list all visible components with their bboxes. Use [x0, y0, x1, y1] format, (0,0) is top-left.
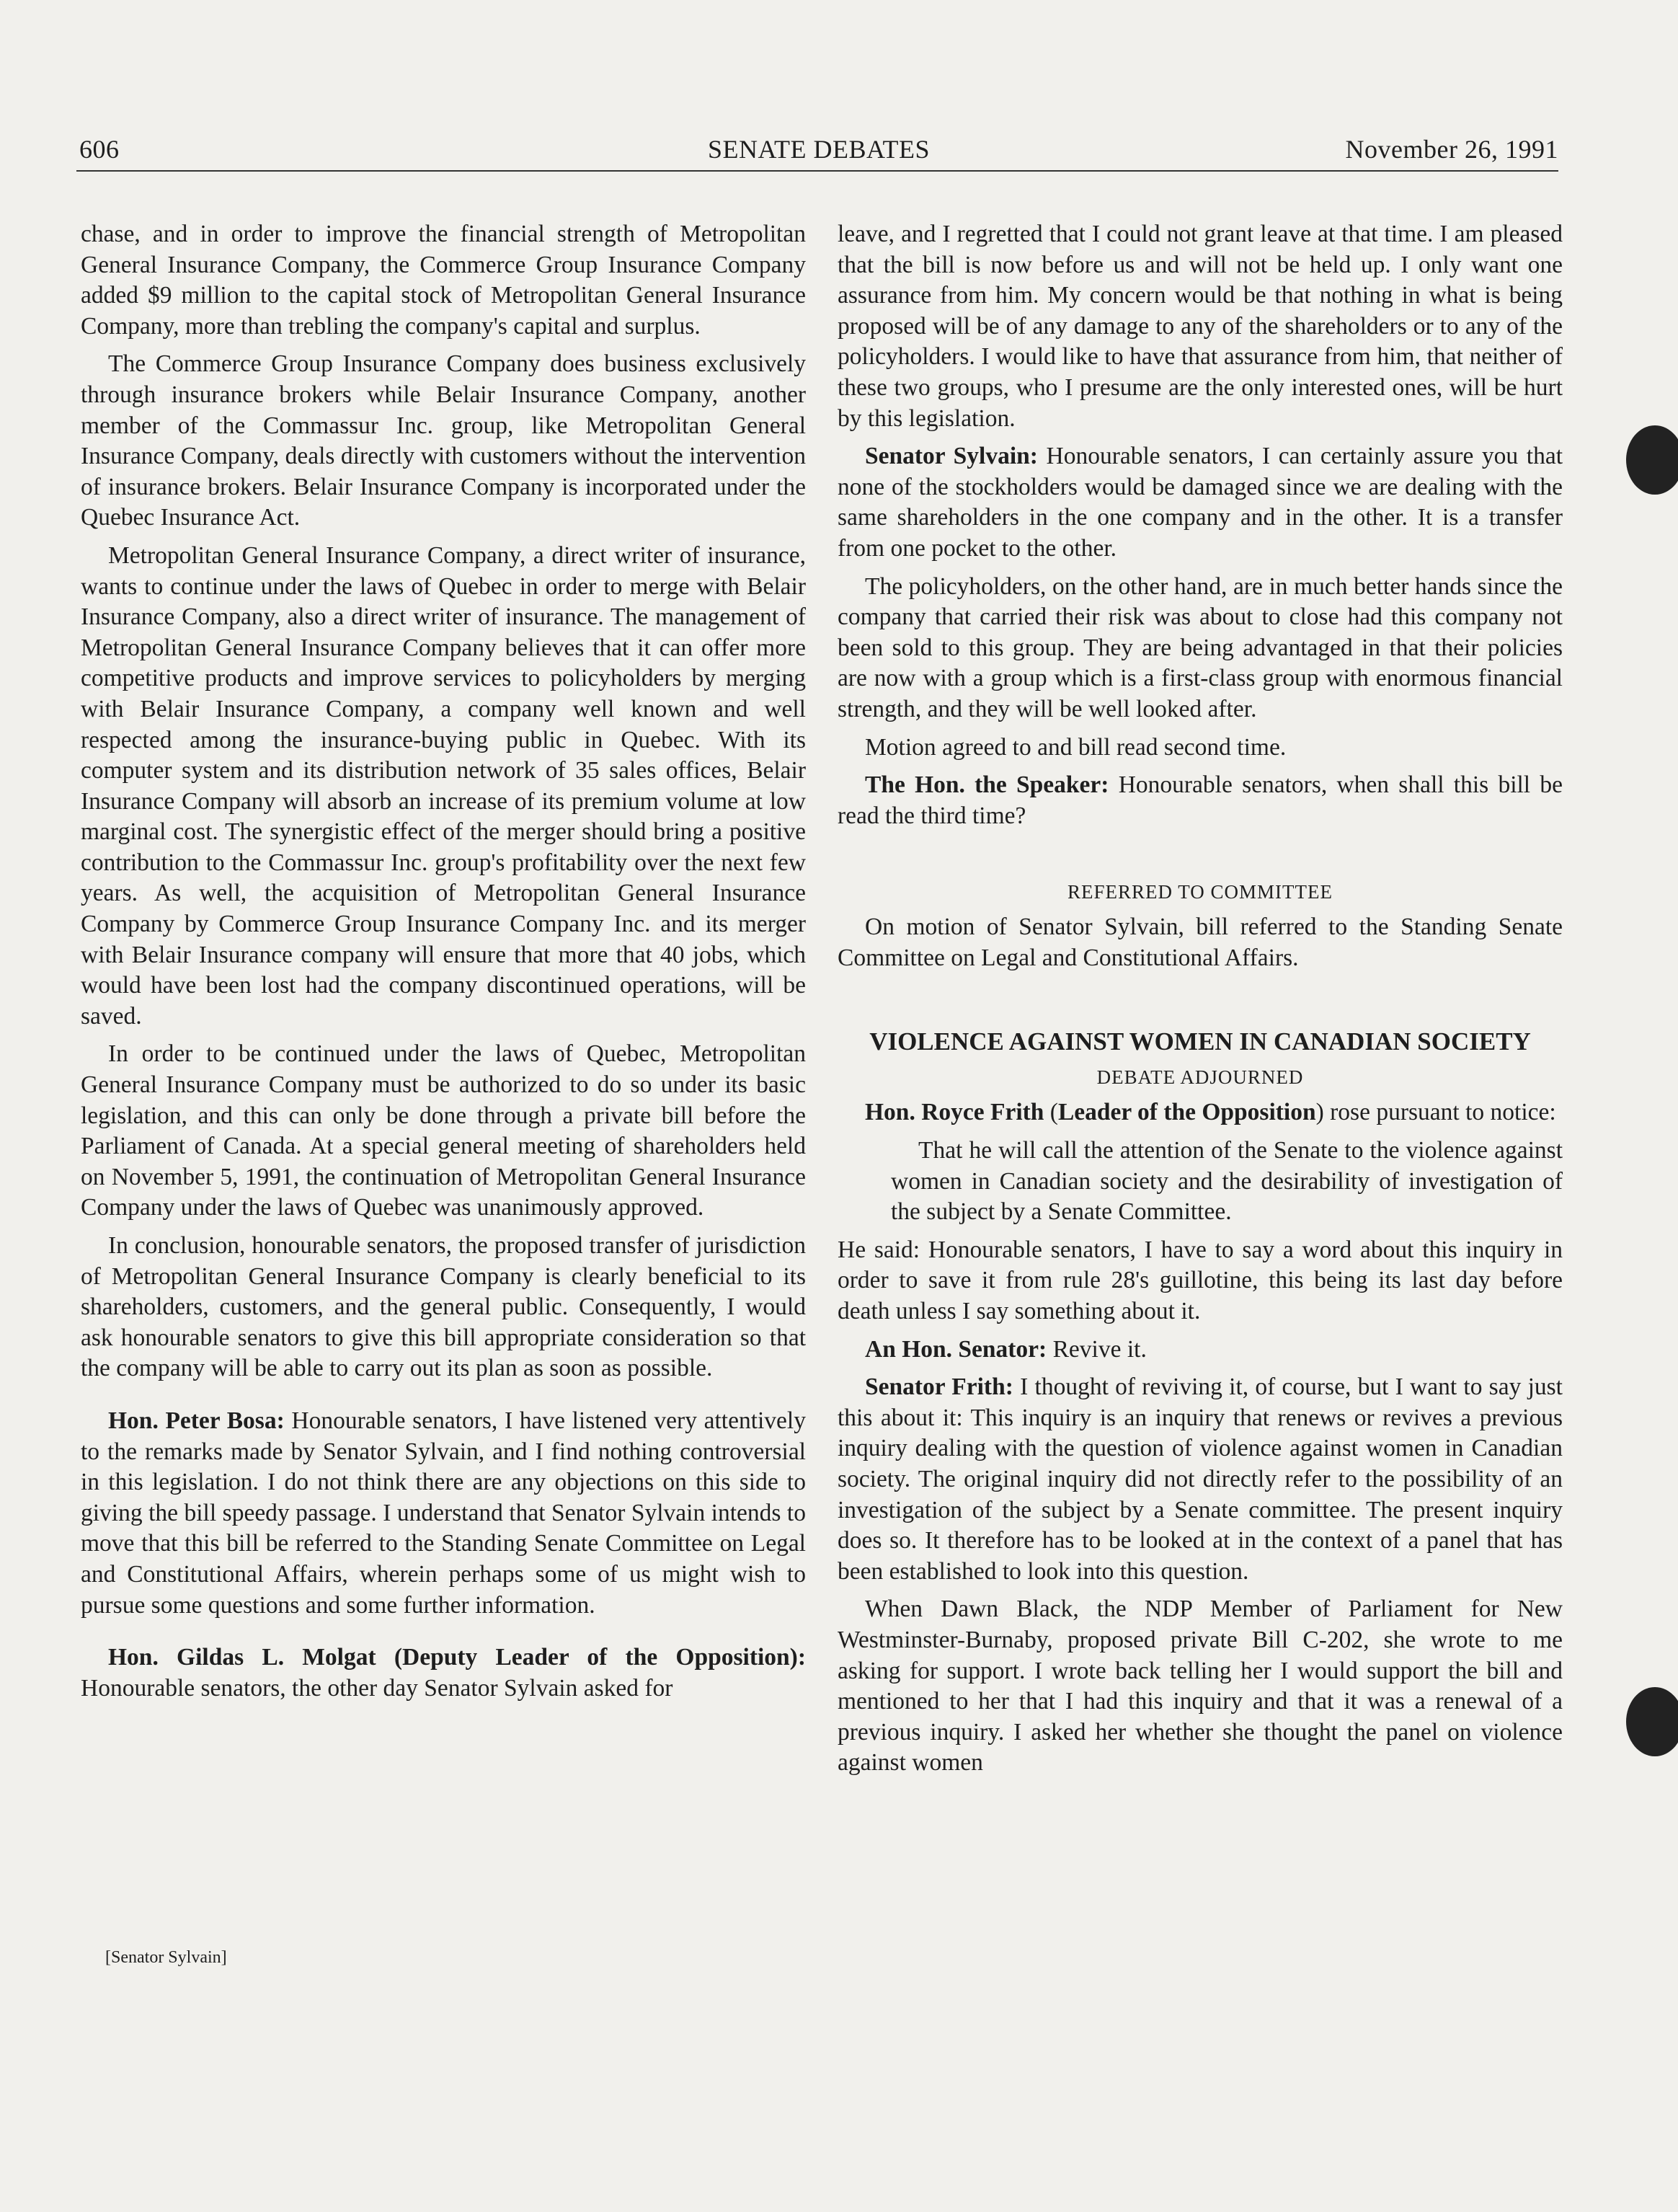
- notice-quote: That he will call the attention of the Senate to the violence against women in Canadian society and the desirability of investigation of the subject by a Senate Committee.: [891, 1137, 1563, 1226]
- speech-paragraph: [838, 770, 1563, 831]
- paragraph: On motion of Senator Sylvain, bill referred to the Standing Senate Committee on Legal and Constitutional Affairs.: [838, 913, 1563, 971]
- paragraph: leave, and I regretted that I could not grant leave at that time. I am pleased that the bill is now before us and will not be held up. I only want one assurance from him. My concern would be that nothing in what is being proposed will be of any damage to any of the shareholders or to any of the policyholders. I would like to have that assurance from him, that neither of these two groups, who I presume are the only interested ones, will be hurt by this legislation.: [838, 221, 1563, 432]
- left-column: [81, 219, 806, 1711]
- paragraph: The Commerce Group Insurance Company does business exclusively through insurance brokers while Belair Insurance Company, another member of the Commassur Inc. group, like Metropolitan General Insurance Company, deals directly with customers without the intervention of insurance brokers. Belair Insurance Company is incorporated under the Quebec Insurance Act.: [81, 350, 806, 531]
- speech-paragraph: [838, 1372, 1563, 1587]
- paragraph: chase, and in order to improve the financial strength of Metropolitan General Insurance Company, the Commerce Group Insurance Company added $9 million to the capital stock of Metropolitan General Insurance Company, more than trebling the company's capital and surplus.: [81, 221, 806, 340]
- speaker-name: An Hon. Senator:: [865, 1335, 1047, 1363]
- paragraph: Metropolitan General Insurance Company, a direct writer of insurance, wants to continue under the laws of Quebec in order to merge with Belair Insurance Company, also a direct writer of insurance. The management of Metropolitan General Insurance Company believes that it can offer more competitive products and improve services to policyholders by merging with Belair Insurance Company, a company well known and well respected among the insurance-buying public in Quebec. With its computer system and its distribution network of 35 sales offices, Belair Insurance Company will absorb an increase of its premium volume at low marginal cost. The synergistic effect of the merger should bring a positive contribution to the Commassur Inc. group's profitability over the next few years. As well, the acquisition of Metropolitan General Insurance Company by Commerce Group Insurance Company Inc. and its merger with Belair Insurance company will ensure that more that 40 jobs, which would have been lost had the company discontinued operations, will be saved.: [81, 541, 806, 1030]
- speaker-name: Hon. Peter Bosa:: [108, 1407, 285, 1434]
- paragraph: In conclusion, honourable senators, the proposed transfer of jurisdiction of Metropolitan General Insurance Company is clearly beneficial to its shareholders, customers, and the general public. Consequently, I would ask honourable senators to give this bill appropriate consideration so that the company will be able to carry out its plan as soon as possible.: [81, 1232, 806, 1382]
- speech-text: Honourable senators, I can certainly assure you that none of the stockholders would be damaged since we are dealing with the same shareholders in the one company and in the other. It is a transfer from one pocket to the other.: [838, 443, 1563, 562]
- margin-punch-mark: [1626, 425, 1678, 495]
- speaker-name: Hon. Royce Frith: [865, 1099, 1044, 1126]
- speech-paragraph: [81, 1642, 806, 1704]
- speaker-role: Leader of the Opposition: [1057, 1099, 1316, 1126]
- speech-text: Revive it.: [1047, 1335, 1147, 1363]
- paragraph: When Dawn Black, the NDP Member of Parliament for New Westminster-Burnaby, proposed private Bill C-202, she wrote to me asking for support. I wrote back telling her I would support the bill and mentioned to her that I had this inquiry and that it was a renewal of a previous inquiry. I asked her whether she thought the panel on violence against women: [838, 1596, 1563, 1777]
- paragraph: In order to be continued under the laws of Quebec, Metropolitan General Insurance Company must be authorized to do so under its basic legislation, and this can only be done through a private bill before the Parliament of Canada. At a special general meeting of shareholders held on November 5, 1991, the continuation of Metropolitan General Insurance Company under the laws of Quebec was unanimously approved.: [81, 1040, 806, 1221]
- right-column: [838, 219, 1563, 1786]
- running-title: SENATE DEBATES: [707, 135, 930, 164]
- speaker-name: The Hon. the Speaker:: [865, 771, 1109, 799]
- page-number: 606: [79, 135, 120, 164]
- page-date: November 26, 1991: [1345, 135, 1558, 164]
- speech-text: I thought of reviving it, of course, but I want to say just this about it: This inquiry is an inquiry that renews or revives a previous inquiry dealing with the question of violence against women in Canadian society. The original inquiry did not directly refer to the possibility of an investigation of the subject by a Senate committee. The present inquiry does so. It therefore has to be looked at in the context of a panel that has been established to look into this question.: [838, 1373, 1563, 1585]
- paragraph: Motion agreed to and bill read second time.: [865, 733, 1287, 761]
- speaker-name: Senator Frith:: [865, 1373, 1013, 1401]
- paren-open: (: [1044, 1099, 1058, 1126]
- margin-punch-mark: [1626, 1687, 1678, 1756]
- section-heading: VIOLENCE AGAINST WOMEN IN CANADIAN SOCIETY: [869, 1027, 1531, 1056]
- speaker-name: Senator Sylvain:: [865, 443, 1038, 470]
- page-header: [79, 134, 1558, 172]
- speech-text: Honourable senators, when shall this bill be read the third time?: [838, 771, 1563, 829]
- speech-text: Honourable senators, I have listened very attentively to the remarks made by Senator Sylvain, and I find nothing controversial in this legislation. I do not think there are any objections on this side to giving the bill speedy passage. I understand that Senator Sylvain intends to move that this bill be referred to the Standing Senate Committee on Legal and Constitutional Affairs, wherein perhaps some of us might wish to pursue some questions and some further information.: [81, 1407, 806, 1619]
- header-rule: [76, 170, 1558, 172]
- subheading-debate: DEBATE ADJOURNED: [1096, 1066, 1304, 1089]
- subheading-referred: REFERRED TO COMMITTEE: [1067, 881, 1333, 903]
- speech-paragraph: [838, 1335, 1563, 1366]
- paragraph: He said: Honourable senators, I have to say a word about this inquiry in order to save it from rule 28's guillotine, this being its last day before death unless I say something about it.: [838, 1236, 1563, 1325]
- speech-text: ) rose pursuant to notice:: [1315, 1099, 1556, 1126]
- speech-paragraph: [838, 441, 1563, 564]
- speaker-name: Hon. Gildas L. Molgat (Deputy Leader of the Opposition):: [108, 1644, 806, 1671]
- speech-text: Honourable senators, the other day Senator Sylvain asked for: [81, 1674, 673, 1702]
- speech-paragraph: [81, 1406, 806, 1621]
- speech-paragraph: [838, 1097, 1563, 1128]
- footer-note: [Senator Sylvain]: [105, 1948, 227, 1967]
- paragraph: The policyholders, on the other hand, are in much better hands since the company that carried their risk was about to close had this company not been sold to this group. They are being advantaged in that their policies are now with a group which is a first-class group with enormous financial strength, and they will be well looked after.: [838, 572, 1563, 722]
